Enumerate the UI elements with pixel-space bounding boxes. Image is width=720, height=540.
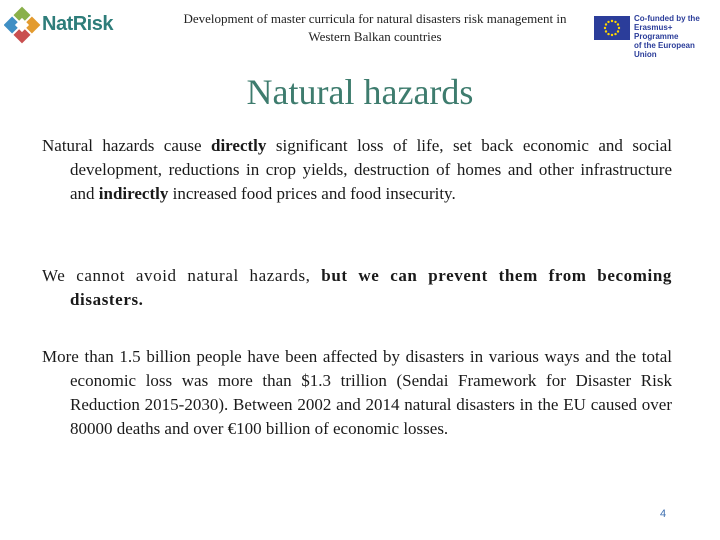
eu-text-line2: Erasmus+ Programme xyxy=(634,23,679,41)
paragraph-statistics: More than 1.5 billion people have been affected by disasters in various ways and the total economic loss was more than $1.3 trillion (Sendai Framework for Disaster Risk Reduction 2015-2030). Between 2002 and 2014 natural disasters in the EU caused over 80000 deaths and over €100 billion of economic losses. xyxy=(42,347,672,438)
paragraph-prevention xyxy=(42,264,672,312)
p2-text-b: but we can prevent them from becoming disasters. xyxy=(70,266,672,309)
slide-title: Natural hazards xyxy=(246,72,474,112)
p2-text-a: We cannot avoid natural hazards, xyxy=(42,266,322,285)
project-title-line1: Development of master curricula for natural disasters risk management in xyxy=(183,11,567,26)
natrisk-emblem-icon xyxy=(4,4,44,46)
project-title-line2: Western Balkan countries xyxy=(308,29,442,44)
eu-funding-logo xyxy=(594,14,716,59)
p1-bold-indirectly: indirectly xyxy=(98,184,169,203)
project-title xyxy=(160,10,590,46)
natrisk-logo xyxy=(4,4,116,46)
page-number: 4 xyxy=(660,508,667,520)
p1-text-a: Natural hazards cause xyxy=(42,136,211,155)
p1-bold-directly: directly xyxy=(211,136,267,155)
slide-header xyxy=(0,0,720,59)
eu-text-line3: of the European Union xyxy=(634,41,695,59)
eu-text-line1: Co-funded by the xyxy=(634,14,700,23)
paragraph-hazards-impact xyxy=(42,134,672,206)
p1-text-c: significant loss of life, set back economic and social development, reductions in crop yields, destruction of homes and other infrastructure and xyxy=(70,136,672,203)
eu-flag-icon xyxy=(594,16,630,40)
eu-funding-text xyxy=(634,14,716,59)
logo-text: NatRisk xyxy=(42,13,113,35)
p1-text-e: increased food prices and food insecurity. xyxy=(168,184,456,203)
